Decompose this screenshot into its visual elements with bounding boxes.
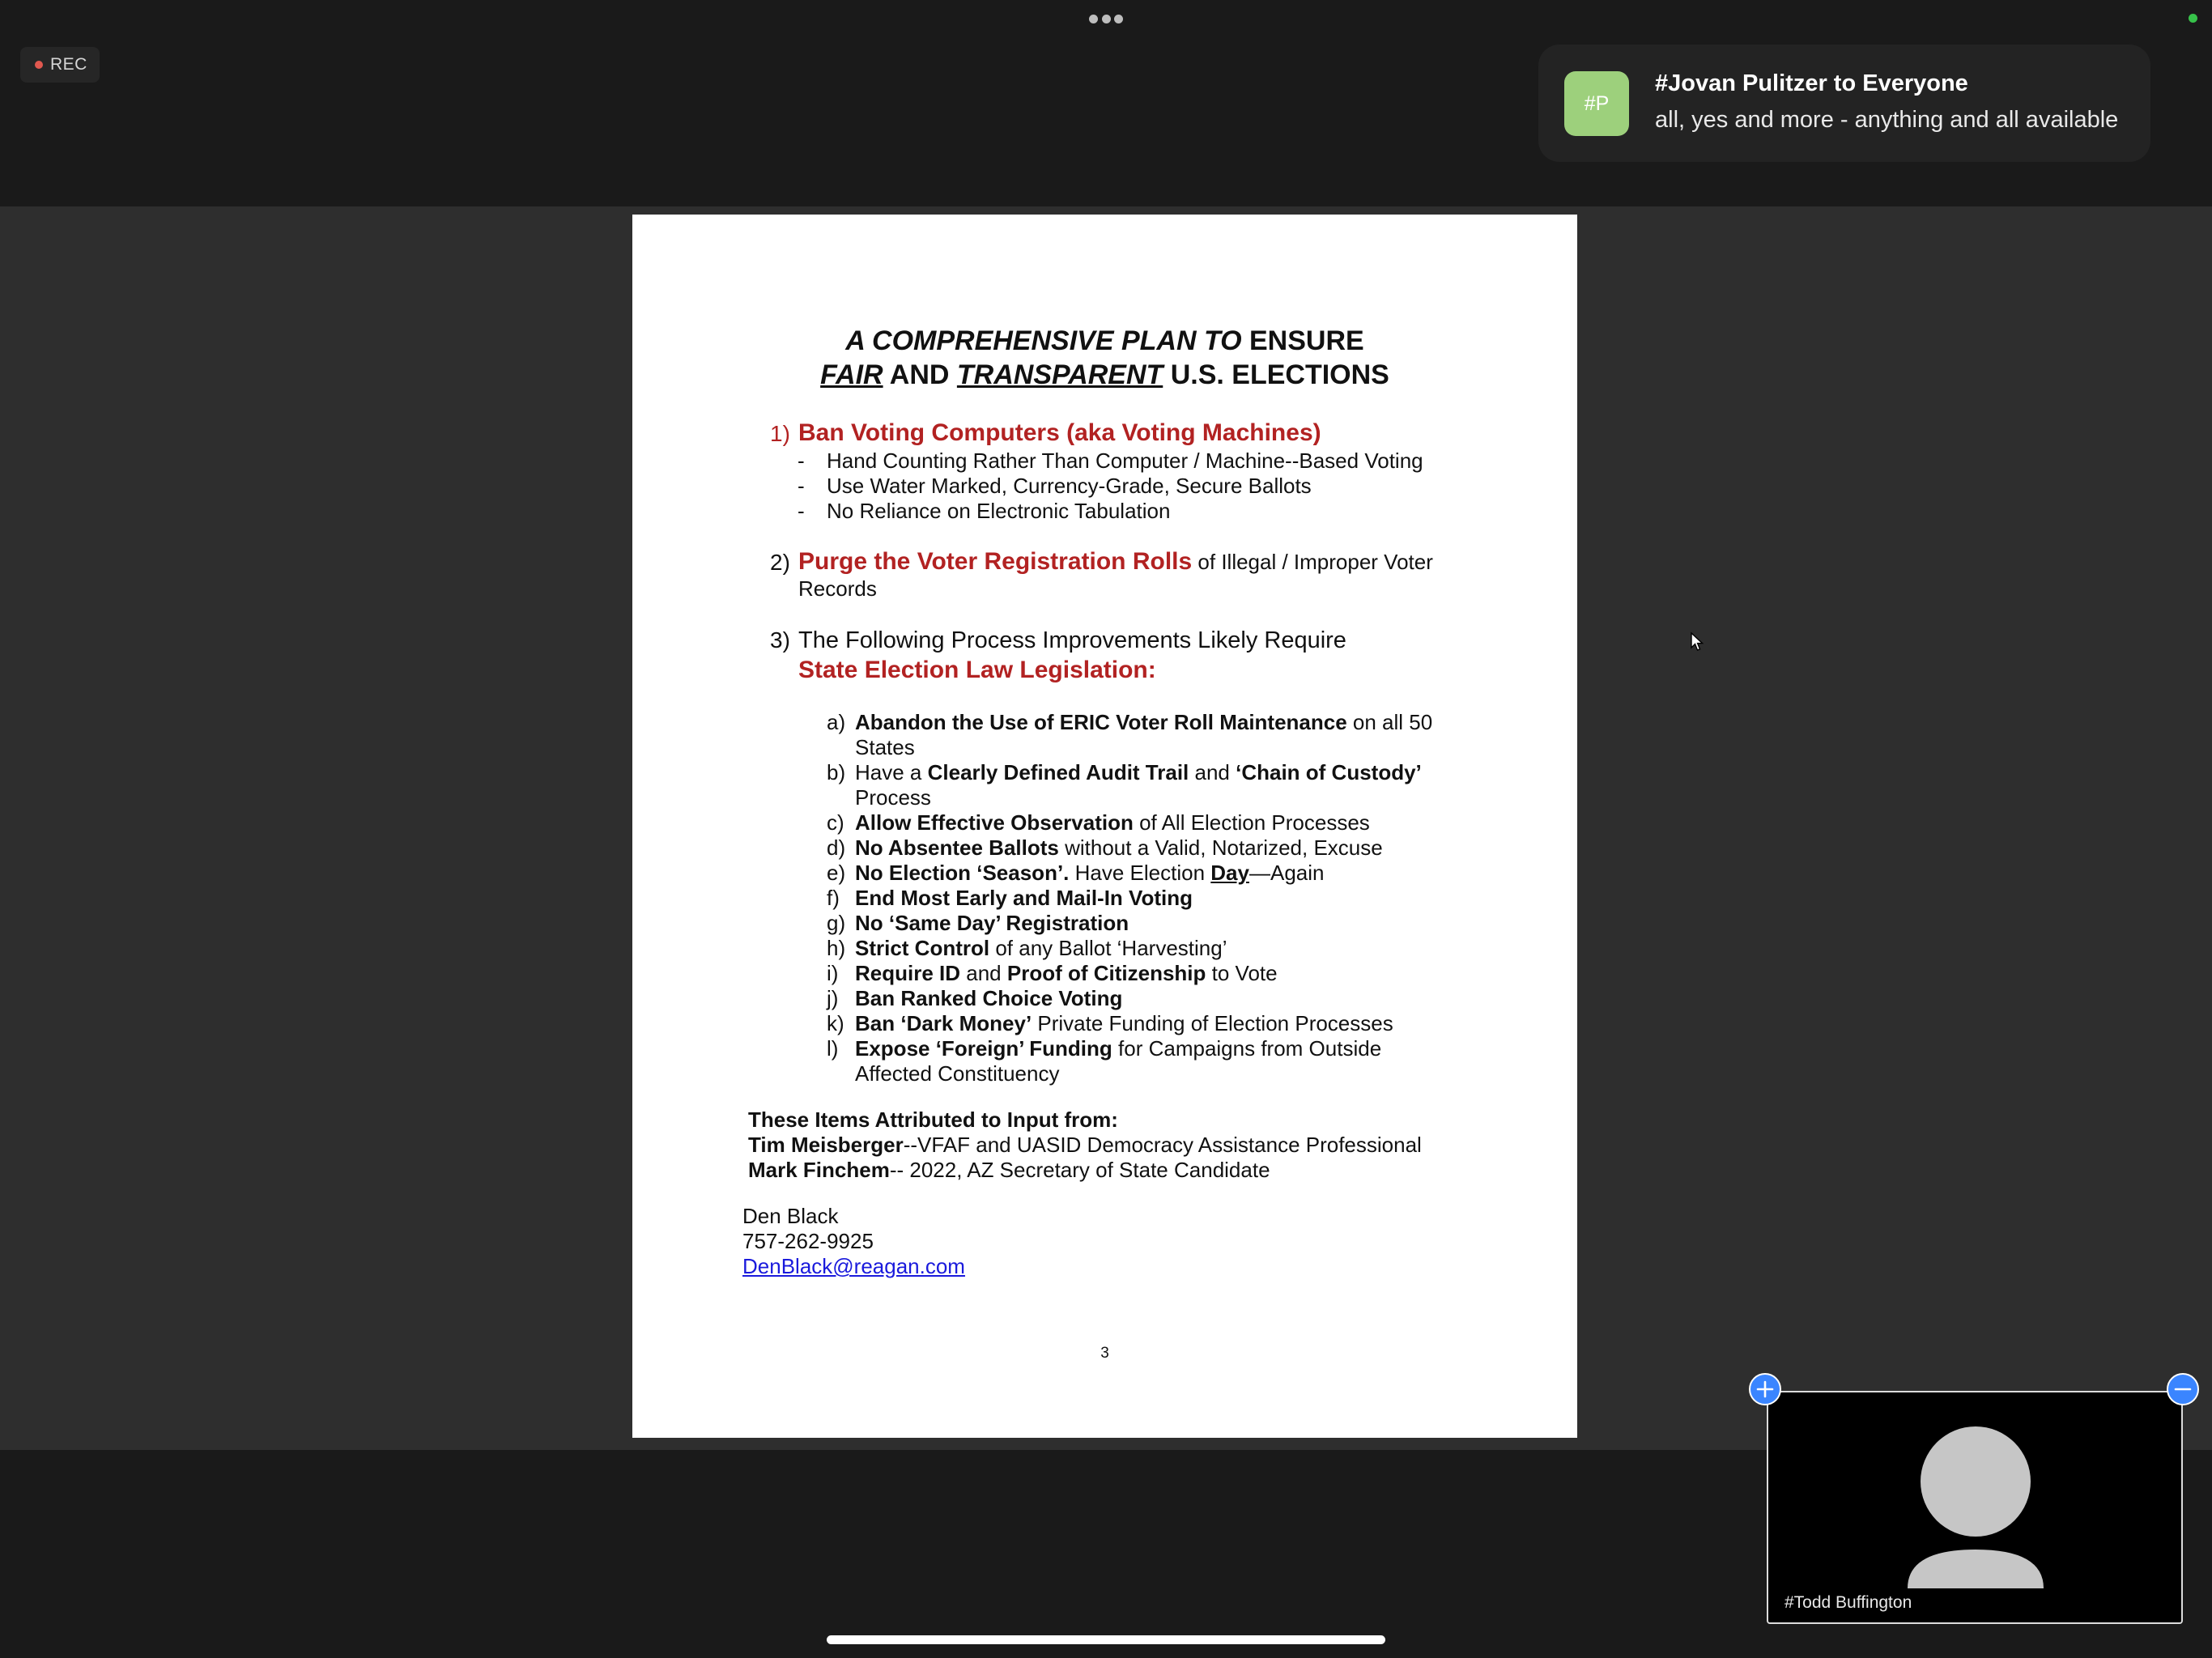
subitem-b-line-2: Process — [855, 785, 931, 810]
record-dot-icon — [35, 61, 43, 69]
subitem-e-letter: e) — [827, 861, 846, 885]
more-options-icon[interactable] — [1089, 13, 1123, 24]
subitem-b-letter: b) — [827, 760, 846, 784]
attribution-person-1: Tim Meisberger--VFAF and UASID Democracy Assistance Professional — [748, 1133, 1422, 1157]
subitem-d-letter: d) — [827, 835, 846, 860]
page-number: 3 — [1100, 1345, 1109, 1362]
item-2-line-1: Purge the Voter Registration Rolls of Illegal / Improper Voter — [798, 548, 1433, 575]
shared-document-page — [632, 215, 1577, 1438]
subitem-l: Expose ‘Foreign’ Funding for Campaigns from Outside — [855, 1036, 1382, 1061]
document-title-line-1: A COMPREHENSIVE PLAN TO ENSURE — [845, 325, 1364, 356]
item-3-line-1: The Following Process Improvements Likely Require — [798, 627, 1346, 653]
expand-video-button[interactable] — [1749, 1373, 1781, 1405]
item-2-line-2: Records — [798, 576, 877, 601]
item-3-number: 3) — [770, 627, 790, 653]
bullet-dash: - — [798, 499, 805, 523]
item-3-heading: State Election Law Legislation: — [798, 657, 1156, 683]
subitem-f-letter: f) — [827, 886, 840, 910]
recording-badge — [20, 47, 100, 83]
chat-message: all, yes and more - anything and all available — [1655, 107, 2119, 133]
subitem-b: Have a Clearly Defined Audit Trail and ‘Chain of Custody’ — [855, 760, 1422, 784]
item-1-bullet-1: Hand Counting Rather Than Computer / Machine--Based Voting — [827, 449, 1423, 473]
subitem-a-line-2: States — [855, 735, 915, 759]
minus-icon — [2173, 1380, 2193, 1399]
self-view-participant-name: #Todd Buffington — [1784, 1593, 1912, 1612]
chat-sender-avatar: #P — [1564, 71, 1629, 136]
chat-notification[interactable] — [1538, 45, 2150, 162]
subitem-a: Abandon the Use of ERIC Voter Roll Maintenance on all 50 — [855, 710, 1433, 734]
item-2-number: 2) — [770, 550, 790, 575]
bullet-dash: - — [798, 474, 805, 498]
subitem-d: No Absentee Ballots without a Valid, Notarized, Excuse — [855, 835, 1383, 860]
subitem-g: No ‘Same Day’ Registration — [855, 911, 1129, 935]
contact-phone: 757-262-9925 — [742, 1229, 874, 1253]
attribution-heading: These Items Attributed to Input from: — [748, 1107, 1118, 1132]
contact-name: Den Black — [742, 1204, 839, 1228]
subitem-j-letter: j) — [827, 986, 839, 1010]
subitem-i-letter: i) — [827, 961, 839, 985]
subitem-f: End Most Early and Mail-In Voting — [855, 886, 1193, 910]
subitem-h-letter: h) — [827, 936, 846, 960]
mouse-pointer-icon — [1690, 631, 1704, 653]
subitem-c-letter: c) — [827, 810, 844, 835]
item-1-heading: Ban Voting Computers (aka Voting Machines) — [798, 419, 1321, 446]
item-1-bullet-3: No Reliance on Electronic Tabulation — [827, 499, 1171, 523]
item-1-bullet-2: Use Water Marked, Currency-Grade, Secure Ballots — [827, 474, 1312, 498]
subitem-i: Require ID and Proof of Citizenship to Vote — [855, 961, 1278, 985]
subitem-l-line-2: Affected Constituency — [855, 1061, 1060, 1086]
subitem-g-letter: g) — [827, 911, 846, 935]
subitem-e: No Election ‘Season’. Have Election Day—Again — [855, 861, 1325, 885]
subitem-k-letter: k) — [827, 1011, 844, 1035]
home-indicator[interactable] — [827, 1635, 1385, 1644]
subitem-j: Ban Ranked Choice Voting — [855, 986, 1123, 1010]
subitem-h: Strict Control of any Ballot ‘Harvesting’ — [855, 936, 1227, 960]
chat-sender-title: #Jovan Pulitzer to Everyone — [1655, 70, 1968, 96]
camera-active-indicator-icon — [2189, 14, 2197, 23]
person-avatar-icon — [1906, 1426, 2045, 1588]
subitem-a-letter: a) — [827, 710, 846, 734]
document-title-line-2: FAIR AND TRANSPARENT U.S. ELECTIONS — [820, 359, 1389, 390]
subitem-c: Allow Effective Observation of All Election Processes — [855, 810, 1370, 835]
minimize-video-button[interactable] — [2167, 1373, 2199, 1405]
contact-email-link[interactable]: DenBlack@reagan.com — [742, 1254, 965, 1278]
recording-label: REC — [50, 55, 87, 74]
attribution-person-2: Mark Finchem-- 2022, AZ Secretary of State Candidate — [748, 1158, 1270, 1182]
bullet-dash: - — [798, 449, 805, 473]
subitem-l-letter: l) — [827, 1036, 839, 1061]
plus-icon — [1755, 1380, 1775, 1399]
item-1-number: 1) — [770, 421, 790, 446]
subitem-k: Ban ‘Dark Money’ Private Funding of Election Processes — [855, 1011, 1393, 1035]
self-video-tile[interactable] — [1767, 1391, 2183, 1624]
